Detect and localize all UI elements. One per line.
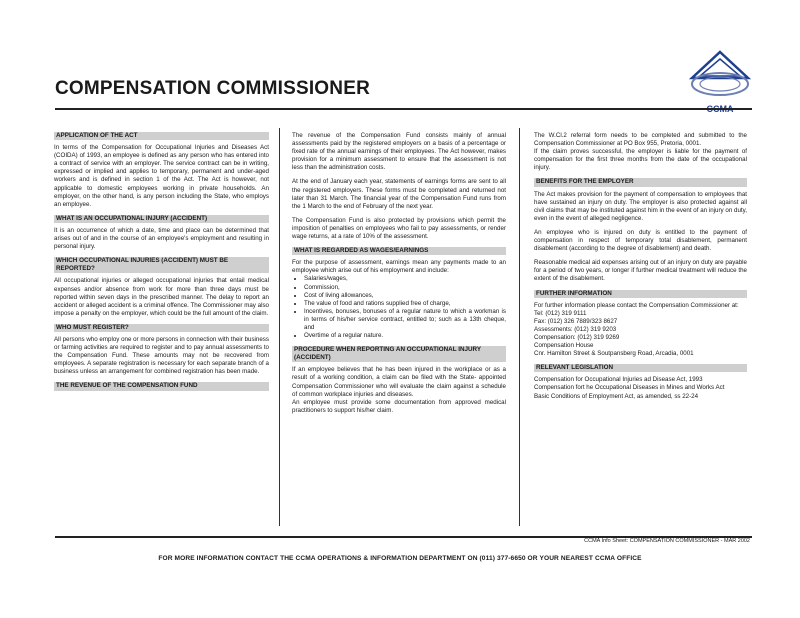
column-divider xyxy=(519,128,520,526)
logo-text: CCMA xyxy=(706,104,734,114)
paragraph: An employee must provide some documentation from approved medical practitioners to support his/her claim. xyxy=(292,398,506,414)
paragraph: For the purpose of assessment, earnings mean any payments made to an employee which arise out of his employment and include: xyxy=(292,259,506,275)
section-heading: WHAT IS AN OCCUPATIONAL INJURY (ACCIDENT) xyxy=(54,215,269,223)
ccma-emblem-icon xyxy=(686,48,754,104)
legislation-item: Compensation for Occupational Injuries ad Disease Act, 1993 xyxy=(534,376,703,384)
contact-line: Tel: (012) 319 9111 xyxy=(534,309,587,317)
page-title: COMPENSATION COMMISSIONER xyxy=(55,78,370,99)
contact-line: Fax: (012) 326 7889/323 8627 xyxy=(534,317,618,325)
column-left xyxy=(54,132,269,395)
column-right xyxy=(534,132,747,401)
section-heading: WHAT IS REGARDED AS WAGES/EARNINGS xyxy=(292,247,506,255)
section-heading: WHO MUST REGISTER? xyxy=(54,324,269,332)
list-item: • The value of food and rations supplied free of charge, xyxy=(304,300,506,308)
list-item: • Overtime of a regular nature. xyxy=(304,332,506,340)
earnings-list xyxy=(304,275,506,340)
legislation-list xyxy=(534,376,747,400)
paragraph: It is an occurrence of which a date, time and place can be determined that arises out of and in the course of an employee's employment and resulting in personal injury. xyxy=(54,226,269,251)
section-heading: THE REVENUE OF THE COMPENSATION FUND xyxy=(54,382,269,390)
section-heading: FURTHER INFORMATION xyxy=(534,290,747,298)
section-heading: APPLICATION OF THE ACT xyxy=(54,132,269,140)
list-item: • Commission, xyxy=(304,284,506,292)
paragraph: If the claim proves successful, the employer is liable for the payment of compensation for the first three months from the date of the occupational injury. xyxy=(534,148,747,172)
list-item: • Incentives, bonuses, bonuses of a regular nature to which a workman is in terms of his/her service contract, entitled to; such as a 13th cheque, and xyxy=(304,308,506,332)
paragraph: The Act makes provision for the payment of compensation to employees that have sustained an injury on duty. The employer is also protected against all civil claims that may be instituted against him in the event of an injury on duty, even in the event of alleged negligence. xyxy=(534,190,747,222)
contact-details xyxy=(534,310,747,359)
list-item: • Cost of living allowances, xyxy=(304,292,506,300)
legislation-item: Basic Conditions of Employment Act, as amended, ss 22-24 xyxy=(534,392,699,400)
column-divider xyxy=(279,128,280,526)
paragraph: For further information please contact the Compensation Commissioner at: xyxy=(534,301,739,309)
section-heading: WHICH OCCUPATIONAL INJURIES (ACCIDENT) MUST BE REPORTED? xyxy=(54,257,269,273)
paragraph: All occupational injuries or alleged occupational injuries that entail medical expenses and/or absence from work for more than three days must be reported within seven days in the prescribed manner. The delay to report an accident or alleged accident is a criminal offence. The Commissioner may also impose a penalty on the employer, which could be the full amount of the claim. xyxy=(54,277,269,317)
contact-line: Compensation: (012) 319 9269 xyxy=(534,333,620,341)
paragraph: At the end of January each year, statements of earnings forms are sent to all the registered employers. These forms must be completed and returned not later than 31 March. The financial year of the Compensation Fund runs from the 1 March to the end of February of the next year. xyxy=(292,178,506,210)
section-heading: BENEFITS FOR THE EMPLOYER xyxy=(534,178,747,186)
section-heading: RELEVANT LEGISLATION xyxy=(534,364,747,372)
contact-line: Compensation House xyxy=(534,342,594,350)
contact-line: Assessments: (012) 319 9203 xyxy=(534,325,617,333)
info-sheet-label: CCMA Info Sheet: COMPENSATION COMMISSIONER - MAR 2002 xyxy=(584,538,750,544)
paragraph: The W.Cl.2 referral form needs to be completed and submitted to the Compensation Commissioner at PO Box 955, Pretoria, 0001. xyxy=(534,132,747,148)
paragraph: In terms of the Compensation for Occupational Injuries and Diseases Act (COIDA) of 1993, an employee is defined as any person who has entered into a contract of service with an employer. The service contract can be in writing, expressed or implied and applies to temporary, permanent and under-aged workers and is defined in section 1 of the Act. The Act is however, not applicable to domestic employees working in private households. An employer, on the other hand, is any person including the State, who employs an employee. xyxy=(54,144,269,208)
paragraph: The revenue of the Compensation Fund consists mainly of annual assessments paid by the registered employers on a basis of a percentage or fixed rate of the annual earnings of their employees. The Act however, makes provision for a minimum assessment to ensure that the assessment is not less than the administration costs. xyxy=(292,132,506,172)
legislation-item: Compensation fort he Occupational Diseases in Mines and Works Act xyxy=(534,384,725,392)
footer-contact-line: FOR MORE INFORMATION CONTACT THE CCMA OPERATIONS & INFORMATION DEPARTMENT ON (011) 377-6650 OR YOUR NEAREST CCMA OFFICE xyxy=(158,555,642,562)
paragraph: The Compensation Fund is also protected by provisions which permit the imposition of penalties on employees who fail to pay assessments, or render wage returns, at a rate of 10% of the assessment. xyxy=(292,216,506,241)
paragraph: If an employee believes that he has been injured in the workplace or as a result of a working condition, a claim can be filed with the State- appointed Compensation Commissioner who will evaluate the claim against a schedule of common workplace injuries and diseases. xyxy=(292,366,506,398)
paragraph: All persons who employ one or more persons in connection with their business or farming activities are required to register and to pay annual assessments to the Compensation Fund. These amounts may not be recovered from employees. A separate registration is necessary for each separate branch of a business unless an arrangement for combined registration has been made. xyxy=(54,335,269,376)
paragraph: An employee who is injured on duty is entitled to the payment of compensation in respect of temporary total disablement, permanent disablement (according to the degree of disablement) and death. xyxy=(534,228,747,253)
column-middle xyxy=(292,132,506,421)
list-item: • Salaries/wages, xyxy=(304,275,506,283)
title-divider xyxy=(55,108,752,110)
section-heading: PROCEDURE WHEN REPORTING AN OCCUPATIONAL INJURY (ACCIDENT) xyxy=(292,346,506,362)
paragraph: Reasonable medical aid expenses arising out of an injury on duty are payable for a period of two years, or longer if further medical treatment will reduce the extent of the disablement. xyxy=(534,259,747,283)
contact-line: Cnr. Hamilton Street & Soutpansberg Road, Arcadia, 0001 xyxy=(534,350,694,358)
ccma-logo xyxy=(686,48,754,114)
